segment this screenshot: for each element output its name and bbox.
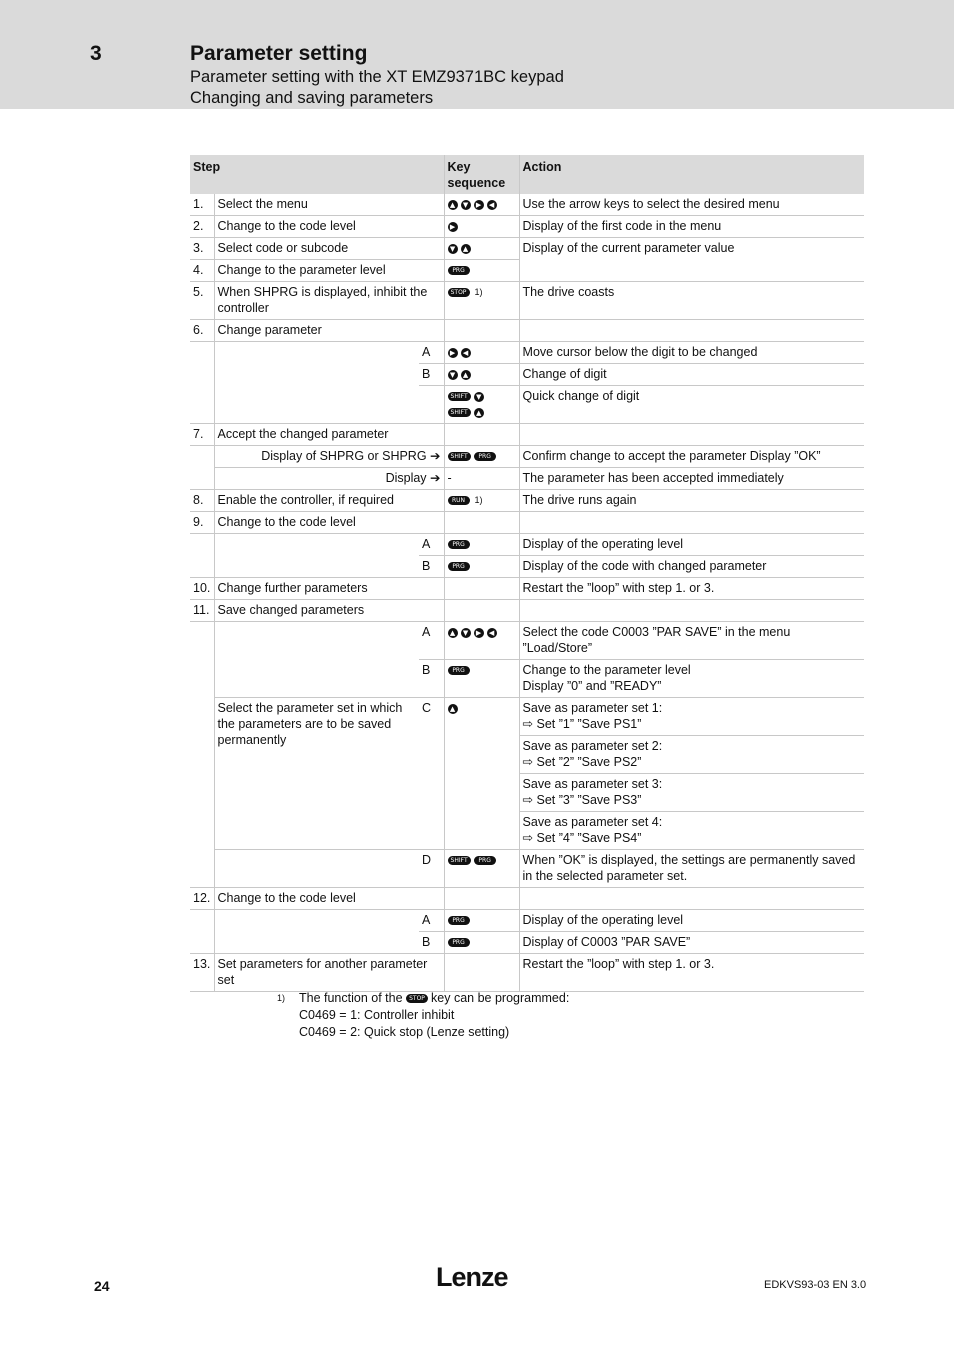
key-sequence bbox=[444, 850, 519, 888]
table-row bbox=[190, 534, 864, 556]
key-sequence bbox=[444, 446, 519, 468]
action-text: Select the code C0003 ”PAR SAVE” in the menu ”Load/Store” bbox=[519, 622, 864, 660]
step-text: Select the menu bbox=[214, 194, 444, 216]
header-action: Action bbox=[519, 155, 864, 194]
table-row bbox=[190, 556, 864, 578]
arrow-right-icon: ▶ bbox=[474, 200, 484, 210]
table-row bbox=[190, 320, 864, 342]
prg-key-icon: PRG bbox=[448, 666, 470, 675]
arrow-left-icon: ◀ bbox=[487, 628, 497, 638]
action-text: Display of the current parameter value bbox=[519, 238, 864, 282]
table-row bbox=[190, 888, 864, 910]
arrow-up-icon: ▲ bbox=[448, 200, 458, 210]
table-row bbox=[190, 660, 864, 698]
page-number: 24 bbox=[94, 1278, 110, 1294]
procedure-table bbox=[190, 155, 864, 992]
key-sequence bbox=[444, 216, 519, 238]
step-number: 3. bbox=[190, 238, 214, 260]
stop-key-icon: STOP bbox=[448, 288, 470, 297]
arrow-hint-icon: ⇨ bbox=[522, 831, 534, 845]
step-number: 11. bbox=[190, 600, 214, 622]
step-text: Set parameters for another parameter set bbox=[214, 954, 444, 992]
arrow-hint-icon: ⇨ bbox=[522, 755, 534, 769]
arrow-right-icon: ▶ bbox=[448, 348, 458, 358]
substep-label: B bbox=[419, 364, 444, 386]
action-text: Display of the first code in the menu bbox=[519, 216, 864, 238]
shift-key-icon: SHIFT bbox=[448, 452, 471, 461]
action-text: Save as parameter set 4: ⇨ Set ”4” ”Save PS4” bbox=[519, 812, 864, 850]
step-text: Save changed parameters bbox=[214, 600, 444, 622]
table-row bbox=[190, 386, 864, 424]
step-number: 7. bbox=[190, 424, 214, 446]
key-sequence bbox=[444, 534, 519, 556]
prg-key-icon: PRG bbox=[448, 916, 470, 925]
key-sequence bbox=[444, 556, 519, 578]
step-text: Select code or subcode bbox=[214, 238, 444, 260]
footnote-ref: 1) bbox=[474, 287, 483, 297]
table-row bbox=[190, 910, 864, 932]
substep-text: Display ➔ bbox=[214, 468, 444, 490]
table-row bbox=[190, 512, 864, 534]
step-text: Change further parameters bbox=[214, 578, 444, 600]
key-sequence bbox=[444, 660, 519, 698]
table-row bbox=[190, 282, 864, 320]
arrow-right-icon: ▶ bbox=[474, 628, 484, 638]
prg-key-icon: PRG bbox=[448, 562, 470, 571]
key-sequence: - bbox=[444, 468, 519, 490]
action-text: Quick change of digit bbox=[519, 386, 864, 424]
chapter-title: Parameter setting bbox=[190, 42, 368, 65]
prg-key-icon: PRG bbox=[448, 938, 470, 947]
action-text: Confirm change to accept the parameter Display ”OK” bbox=[519, 446, 864, 468]
substep-text: Select the parameter set in which the parameters are to be saved permanently bbox=[214, 698, 419, 850]
footnote-mark: 1) bbox=[277, 993, 286, 1003]
substep-text: Display of SHPRG or SHPRG ➔ bbox=[214, 446, 444, 468]
key-sequence bbox=[444, 698, 519, 850]
step-number: 10. bbox=[190, 578, 214, 600]
action-text: Change to the parameter level Display ”0” and ”READY” bbox=[519, 660, 864, 698]
substep-label: B bbox=[419, 556, 444, 578]
arrow-down-icon: ▼ bbox=[448, 370, 458, 380]
action-text: Display of the code with changed parameter bbox=[519, 556, 864, 578]
arrow-hint-icon: ⇨ bbox=[522, 793, 534, 807]
step-text: Enable the controller, if required bbox=[214, 490, 444, 512]
substep-label: A bbox=[419, 910, 444, 932]
action-text: When ”OK” is displayed, the settings are permanently saved in the selected parameter set. bbox=[519, 850, 864, 888]
run-key-icon: RUN bbox=[448, 496, 470, 505]
section-title: Parameter setting with the XT EMZ9371BC keypad bbox=[190, 68, 564, 86]
arrow-down-icon: ▼ bbox=[461, 200, 471, 210]
step-text: Change to the code level bbox=[214, 888, 444, 910]
table-row bbox=[190, 578, 864, 600]
substep-label: D bbox=[419, 850, 444, 888]
header-step: Step bbox=[190, 155, 444, 194]
action-text: The drive runs again bbox=[519, 490, 864, 512]
arrow-up-icon: ▲ bbox=[461, 244, 471, 254]
action-text: Use the arrow keys to select the desired menu bbox=[519, 194, 864, 216]
step-number: 9. bbox=[190, 512, 214, 534]
arrow-left-icon: ◀ bbox=[461, 348, 471, 358]
key-sequence bbox=[444, 490, 519, 512]
step-number: 12. bbox=[190, 888, 214, 910]
action-text: Move cursor below the digit to be changed bbox=[519, 342, 864, 364]
key-sequence bbox=[444, 282, 519, 320]
table-row bbox=[190, 194, 864, 216]
arrow-down-icon: ▼ bbox=[461, 628, 471, 638]
step-text: Change parameter bbox=[214, 320, 444, 342]
prg-key-icon: PRG bbox=[448, 540, 470, 549]
step-text: Change to the code level bbox=[214, 216, 444, 238]
action-text: Save as parameter set 2: ⇨ Set ”2” ”Save PS2” bbox=[519, 736, 864, 774]
arrow-right-icon: ▶ bbox=[448, 222, 458, 232]
shift-key-icon: SHIFT bbox=[448, 408, 471, 417]
chapter-number: 3 bbox=[90, 42, 102, 65]
action-text: Save as parameter set 3: ⇨ Set ”3” ”Save PS3” bbox=[519, 774, 864, 812]
step-number: 6. bbox=[190, 320, 214, 342]
table-row bbox=[190, 490, 864, 512]
table-header-row bbox=[190, 155, 864, 194]
substep-label: A bbox=[419, 342, 444, 364]
action-text: Change of digit bbox=[519, 364, 864, 386]
step-text: Change to the code level bbox=[214, 512, 444, 534]
table-row bbox=[190, 954, 864, 992]
key-sequence bbox=[444, 910, 519, 932]
step-text: When SHPRG is displayed, inhibit the controller bbox=[214, 282, 444, 320]
table-row bbox=[190, 698, 864, 736]
shift-key-icon: SHIFT bbox=[448, 392, 471, 401]
table-row bbox=[190, 600, 864, 622]
arrow-up-icon: ▲ bbox=[474, 408, 484, 418]
substep-label: A bbox=[419, 534, 444, 556]
step-number: 5. bbox=[190, 282, 214, 320]
table-row bbox=[190, 622, 864, 660]
step-text: Accept the changed parameter bbox=[214, 424, 444, 446]
prg-key-icon: PRG bbox=[448, 266, 470, 275]
stop-key-icon: STOP bbox=[406, 994, 428, 1003]
arrow-left-icon: ◀ bbox=[487, 200, 497, 210]
arrow-down-icon: ▼ bbox=[474, 392, 484, 402]
footnote-line: C0469 = 2: Quick stop (Lenze setting) bbox=[299, 1025, 510, 1039]
key-sequence bbox=[444, 194, 519, 216]
substep-label: B bbox=[419, 932, 444, 954]
subsection-title: Changing and saving parameters bbox=[190, 89, 434, 107]
document-id: EDKVS93-03 EN 3.0 bbox=[764, 1279, 867, 1291]
table-row bbox=[190, 446, 864, 468]
key-sequence bbox=[444, 238, 519, 260]
footnote-ref: 1) bbox=[474, 495, 483, 505]
table-row bbox=[190, 850, 864, 888]
table-row bbox=[190, 932, 864, 954]
action-text: Display of the operating level bbox=[519, 534, 864, 556]
action-text: Display of the operating level bbox=[519, 910, 864, 932]
table-row bbox=[190, 216, 864, 238]
action-text: Restart the ”loop” with step 1. or 3. bbox=[519, 578, 864, 600]
key-sequence bbox=[444, 364, 519, 386]
arrow-up-icon: ▲ bbox=[448, 628, 458, 638]
arrow-up-icon: ▲ bbox=[448, 704, 458, 714]
action-text: Save as parameter set 1: ⇨ Set ”1” ”Save PS1” bbox=[519, 698, 864, 736]
key-sequence bbox=[444, 932, 519, 954]
table-row bbox=[190, 342, 864, 364]
arrow-hint-icon: ⇨ bbox=[522, 717, 534, 731]
prg-key-icon: PRG bbox=[474, 452, 496, 461]
action-text: The drive coasts bbox=[519, 282, 864, 320]
key-sequence bbox=[444, 622, 519, 660]
arrow-step-icon: ➔ bbox=[430, 449, 441, 463]
substep-label: A bbox=[419, 622, 444, 660]
action-text: The parameter has been accepted immediately bbox=[519, 468, 864, 490]
arrow-down-icon: ▼ bbox=[448, 244, 458, 254]
substep-label: B bbox=[419, 660, 444, 698]
key-sequence bbox=[444, 260, 519, 282]
lenze-logo: Lenze bbox=[436, 1262, 508, 1292]
arrow-step-icon: ➔ bbox=[430, 471, 441, 485]
substep-label: C bbox=[419, 698, 444, 850]
table-row bbox=[190, 424, 864, 446]
step-number: 4. bbox=[190, 260, 214, 282]
footnote-line: C0469 = 1: Controller inhibit bbox=[299, 1008, 455, 1022]
key-sequence bbox=[444, 386, 519, 424]
action-text: Restart the ”loop” with step 1. or 3. bbox=[519, 954, 864, 992]
prg-key-icon: PRG bbox=[474, 856, 496, 865]
action-text: Display of C0003 ”PAR SAVE” bbox=[519, 932, 864, 954]
step-number: 1. bbox=[190, 194, 214, 216]
header-band bbox=[0, 0, 954, 109]
step-number: 8. bbox=[190, 490, 214, 512]
table-row bbox=[190, 468, 864, 490]
table-row bbox=[190, 364, 864, 386]
header-key: Key sequence bbox=[444, 155, 519, 194]
shift-key-icon: SHIFT bbox=[448, 856, 471, 865]
step-number: 13. bbox=[190, 954, 214, 992]
step-number: 2. bbox=[190, 216, 214, 238]
key-sequence bbox=[444, 342, 519, 364]
step-text: Change to the parameter level bbox=[214, 260, 444, 282]
table-row bbox=[190, 238, 864, 260]
arrow-up-icon: ▲ bbox=[461, 370, 471, 380]
